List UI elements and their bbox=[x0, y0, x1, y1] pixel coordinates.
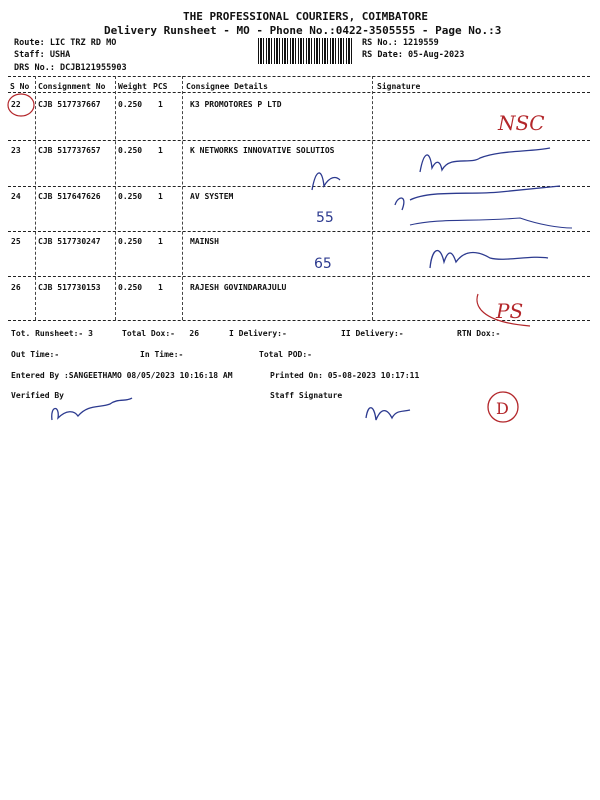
row-weight: 0.250 bbox=[118, 237, 143, 246]
rtn-dox: RTN Dox:- bbox=[457, 329, 501, 338]
col-header-sno: S No bbox=[10, 82, 30, 91]
staff-signature-label: Staff Signature bbox=[270, 391, 343, 400]
staff-signature bbox=[366, 408, 410, 420]
row-rule bbox=[8, 231, 590, 232]
entered-by: Entered By :SANGEETHAMO 08/05/2023 10:16:18 AM bbox=[11, 371, 233, 380]
table-bottom-rule bbox=[8, 320, 590, 321]
row-weight: 0.250 bbox=[118, 283, 143, 292]
i-delivery: I Delivery:- bbox=[229, 329, 287, 338]
tot-runsheet: Tot. Runsheet:- 3 bbox=[11, 329, 93, 338]
d-circle-mark bbox=[488, 392, 518, 422]
company-name: THE PROFESSIONAL COURIERS, COIMBATORE bbox=[183, 10, 429, 23]
row-pcs: 1 bbox=[158, 100, 163, 109]
row-sno: 22 bbox=[11, 100, 21, 109]
col-divider bbox=[182, 76, 183, 320]
row-weight: 0.250 bbox=[118, 192, 143, 201]
signature-scribble bbox=[420, 148, 550, 172]
verified-by: Verified By bbox=[11, 391, 64, 400]
route-label: Route: LIC TRZ RD MO bbox=[14, 38, 117, 48]
row-pcs: 1 bbox=[158, 237, 163, 246]
mark-55: 55 bbox=[316, 210, 334, 226]
row-consignment: CJB 517737667 bbox=[38, 100, 101, 109]
col-header-consignee: Consignee Details bbox=[186, 82, 268, 91]
ii-delivery: II Delivery:- bbox=[341, 329, 404, 338]
row-rule bbox=[8, 276, 590, 277]
mark-65: 65 bbox=[314, 256, 332, 272]
table-top-rule bbox=[8, 76, 590, 77]
row-pcs: 1 bbox=[158, 283, 163, 292]
drs-number: DRS No.: DCJB121955903 bbox=[14, 63, 127, 73]
row-sno: 23 bbox=[11, 146, 21, 155]
total-pod: Total POD:- bbox=[259, 350, 312, 359]
printed-on: Printed On: 05-08-2023 10:17:11 bbox=[270, 371, 420, 380]
verifier-signature bbox=[52, 398, 132, 420]
col-header-pcs: PCS bbox=[153, 82, 168, 91]
row-consignment: CJB 517730153 bbox=[38, 283, 101, 292]
d-mark: D bbox=[496, 399, 509, 418]
ps-mark: PS bbox=[496, 299, 524, 323]
row-consignment: CJB 517737657 bbox=[38, 146, 101, 155]
row-consignment: CJB 517647626 bbox=[38, 192, 101, 201]
row-rule bbox=[8, 186, 590, 187]
row-consignee: RAJESH GOVINDARAJULU bbox=[190, 283, 287, 292]
rs-number: RS No.: 1219559 bbox=[362, 38, 439, 48]
row-consignee: MAINSH bbox=[190, 237, 219, 246]
col-divider bbox=[115, 76, 116, 320]
col-header-consignment: Consignment No bbox=[38, 82, 106, 91]
row-consignee: AV SYSTEM bbox=[190, 192, 234, 201]
total-dox: Total Dox:- 26 bbox=[122, 329, 200, 338]
col-divider bbox=[35, 76, 36, 320]
rs-date: RS Date: 05-Aug-2023 bbox=[362, 50, 465, 60]
row-weight: 0.250 bbox=[118, 146, 143, 155]
col-header-weight: Weight bbox=[118, 82, 147, 91]
red-stroke-mark bbox=[477, 294, 530, 326]
signature-scribble bbox=[395, 186, 560, 210]
signature-scribble bbox=[312, 173, 340, 190]
out-time: Out Time:- bbox=[11, 350, 60, 359]
row-sno: 24 bbox=[11, 192, 21, 201]
barcode bbox=[258, 38, 354, 64]
row-weight: 0.250 bbox=[118, 100, 143, 109]
table-header-rule bbox=[8, 92, 590, 93]
row-consignee: K NETWORKS INNOVATIVE SOLUTIOS bbox=[190, 146, 335, 155]
row-rule bbox=[8, 140, 590, 141]
nsc-mark: NSC bbox=[498, 111, 545, 135]
row-consignee: K3 PROMOTORES P LTD bbox=[190, 100, 282, 109]
row-pcs: 1 bbox=[158, 192, 163, 201]
row-consignment: CJB 517730247 bbox=[38, 237, 101, 246]
col-divider bbox=[372, 76, 373, 320]
signature-scribble bbox=[430, 251, 548, 268]
row-sno: 26 bbox=[11, 283, 21, 292]
row-sno: 25 bbox=[11, 237, 21, 246]
staff-label: Staff: USHA bbox=[14, 50, 71, 60]
row-pcs: 1 bbox=[158, 146, 163, 155]
runsheet-subtitle: Delivery Runsheet - MO - Phone No.:0422-3505555 - Page No.:3 bbox=[104, 24, 502, 37]
signature-scribble bbox=[410, 218, 572, 228]
in-time: In Time:- bbox=[140, 350, 184, 359]
col-header-signature: Signature bbox=[377, 82, 421, 91]
